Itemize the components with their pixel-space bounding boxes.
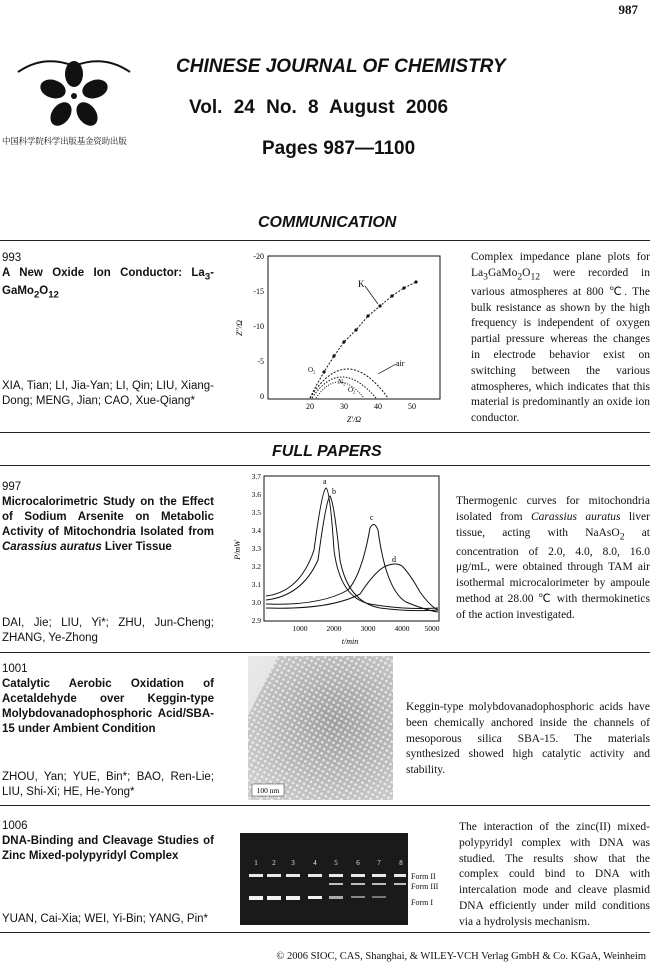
curve-c	[266, 524, 438, 612]
section-heading-full-papers: FULL PAPERS	[272, 443, 382, 460]
divider	[0, 432, 650, 433]
curve-label: N₂	[338, 378, 346, 386]
x-tick: 5000	[424, 624, 440, 633]
divider	[0, 465, 650, 466]
impedance-plot	[228, 248, 450, 430]
y-tick: 0	[260, 392, 264, 401]
x-tick: 2000	[326, 624, 342, 633]
lane-label: 8	[399, 859, 403, 867]
y-tick: 3.3	[251, 544, 261, 553]
article-abstract: Keggin-type molybdovanadophosphoric acids have been chemically anchored inside the channels of mesoporous silica SBA-15. The materials synthesized showed high catalytic activity and stability.	[406, 701, 650, 777]
lane-label: 3	[291, 859, 295, 867]
x-tick: 50	[408, 402, 416, 411]
thermogram-plot	[230, 470, 445, 650]
series-k	[310, 282, 416, 398]
curve-b	[266, 496, 438, 611]
y-tick: -20	[253, 252, 264, 261]
article-authors: ZHOU, Yan; YUE, Bin*; BAO, Ren-Lie; LIU, Shi-Xi; HE, He-Yong*	[2, 771, 214, 798]
logo-caption: 中国科学院科学出版基金资助出版	[2, 137, 127, 147]
x-tick: 30	[340, 402, 348, 411]
article-page-number: 1001	[2, 663, 28, 675]
curve-label: b	[332, 487, 336, 496]
x-tick: 1000	[292, 624, 308, 633]
y-tick: 3.1	[251, 580, 261, 589]
x-tick: 3000	[360, 624, 376, 633]
y-tick: -10	[253, 322, 264, 331]
divider	[0, 652, 650, 653]
curve-label: air	[396, 359, 405, 368]
x-axis-label: Z'/Ω	[346, 415, 362, 424]
curve-label: O₂	[308, 366, 316, 374]
article-title[interactable]: Microcalorimetric Study on the Effect of Sodium Arsenite on Metabolic Activity of Mitochondria Isolated from Carassius auratus Liver Tissue	[2, 496, 214, 553]
lane-label: 7	[377, 859, 381, 867]
y-tick: 3.4	[251, 526, 261, 535]
divider	[0, 805, 650, 806]
page-range: Pages 987—1100	[262, 138, 416, 159]
x-tick: 20	[306, 402, 314, 411]
y-tick: 3.0	[251, 598, 261, 607]
curve-d	[266, 564, 438, 610]
article-authors: DAI, Jie; LIU, Yi*; ZHU, Jun-Cheng; ZHANG, Ye-Zhong	[2, 617, 214, 644]
article-title[interactable]: Catalytic Aerobic Oxidation of Acetaldehyde over Keggin-type Molybdovanadophosphoric Acid/SBA-15 under Ambient Condition	[2, 678, 214, 735]
volume-line: Vol. 24 No. 8 August 2006	[189, 97, 449, 118]
y-tick: 2.9	[251, 616, 261, 625]
scale-bar: 100 nm	[256, 786, 280, 795]
y-tick: -15	[253, 287, 264, 296]
x-axis-label: t/min	[341, 637, 359, 646]
article-title[interactable]: DNA-Binding and Cleavage Studies of Zinc Mixed-polypyridyl Complex	[2, 835, 214, 862]
lane-label: 6	[356, 859, 360, 867]
curve-label: O₂	[348, 386, 356, 394]
journal-title: CHINESE JOURNAL OF CHEMISTRY	[176, 56, 506, 77]
publisher-logo	[14, 52, 134, 134]
x-tick: 40	[374, 402, 382, 411]
article-authors: XIA, Tian; LI, Jia-Yan; LI, Qin; LIU, Xiang-Dong; MENG, Jian; CAO, Xue-Qiang*	[2, 380, 214, 407]
article-page-number: 997	[2, 481, 22, 493]
article-authors: YUAN, Cai-Xia; WEI, Yi-Bin; YANG, Pin*	[2, 913, 208, 925]
article-abstract: Thermogenic curves for mitochondria isolated from Carassius auratus liver tissue, acting with NaAsO$_2$ at concentration of 2.0, 4.0, 8.0, 16.0 μg/mL, were obtained through TAM air isothermal microcalorimeter by ampoule method at 28.00 ℃ with thermokinetics of the action investigated.	[456, 495, 650, 621]
band-label: Form I	[411, 898, 433, 907]
article-abstract: The interaction of the zinc(II) mixed-polypyridyl complex with DNA was studied. The results show that the complex could bind to DNA with intercalation mode and cleave plasmid DNA efficiently under mild conditions via a hydrolysis mechanism.	[459, 821, 650, 928]
curve-label: c	[370, 513, 374, 522]
y-tick: -5	[257, 357, 264, 366]
x-tick: 4000	[394, 624, 410, 633]
article-page-number: 993	[2, 252, 22, 264]
curve-label: K	[358, 279, 365, 289]
y-tick: 3.2	[251, 562, 261, 571]
y-axis-label: P/mW	[233, 540, 242, 560]
y-tick: 3.5	[251, 508, 261, 517]
copyright-footer: © 2006 SIOC, CAS, Shanghai, & WILEY-VCH Verlag GmbH & Co. KGaA, Weinheim	[276, 951, 646, 962]
tem-image	[248, 656, 393, 800]
divider	[0, 932, 650, 933]
curve-label: d	[392, 555, 396, 564]
curve-label: a	[323, 477, 327, 486]
article-page-number: 1006	[2, 820, 28, 832]
lane-label: 4	[313, 859, 317, 867]
y-axis-label: Z''/Ω	[235, 320, 244, 336]
article-title[interactable]: A New Oxide Ion Conductor: $La_3-GaMo_2O_{12}$	[2, 267, 214, 301]
page-number: 987	[618, 2, 638, 17]
y-tick: 3.6	[251, 490, 261, 499]
lane-label: 1	[254, 859, 258, 867]
band-label: Form III	[411, 882, 439, 891]
section-heading-communication: COMMUNICATION	[258, 214, 397, 231]
lane-label: 5	[334, 859, 338, 867]
article-abstract: Complex impedance plane plots for $La_3GaMo_2O_{12}$ were recorded in various atmospheres at 800 ℃. The bulk resistance as shown by the high frequency is independent of oxygen partial pressure whereas the changes in electrode behavior exist on switching between the various atmospheres, which indicates that this material is predominantly an oxide ion conductor.	[471, 251, 650, 425]
y-tick: 3.7	[251, 472, 261, 481]
gel-image	[240, 833, 455, 925]
divider	[0, 240, 650, 241]
band-label: Form II	[411, 872, 436, 881]
lane-label: 2	[272, 859, 276, 867]
